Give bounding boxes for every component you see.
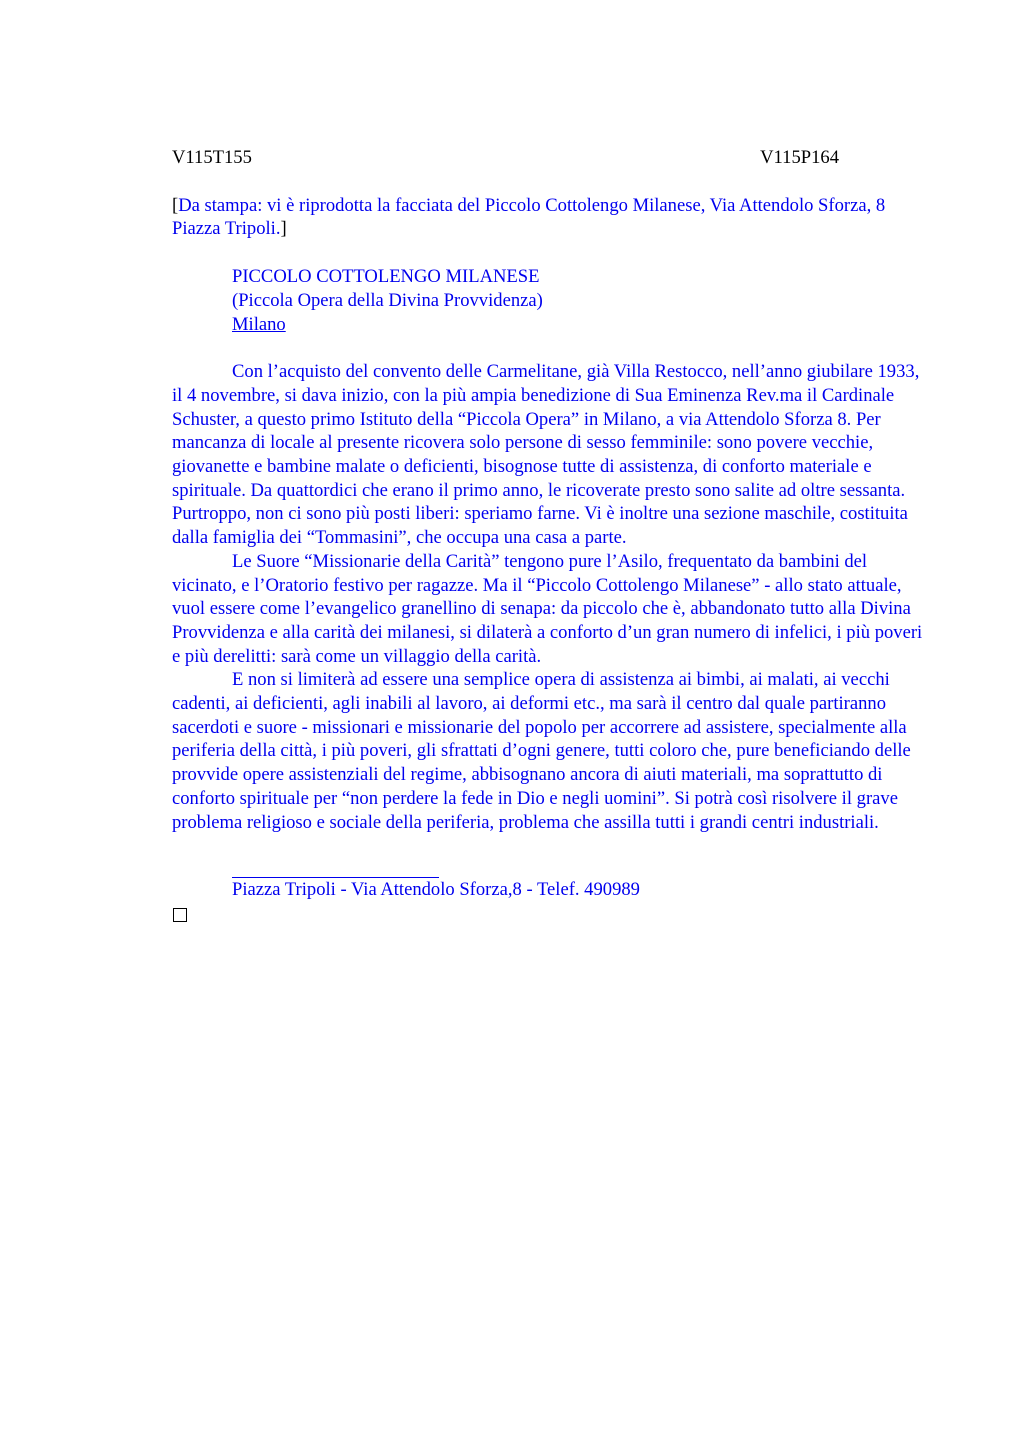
document-code-left: V115T155 [172,147,252,168]
body-paragraph: Con l’acquisto del convento delle Carmelitane, già Villa Restocco, nell’anno giubilare 1933, il 4 novembre, si dava inizio, con la più ampia benedizione di Sua Eminenza Rev.ma il Cardinale Schuster, a questo primo Istituto della “Piccola Opera” in Milano, a via Attendolo Sforza 8. Per mancanza di locale al presente ricovera solo persone di sesso femminile: sono povere vecchie, giovanette e bambine malate o deficienti, bisognose tutte di assistenza, di conforto materiale e spirituale. Da quattordici che erano il primo anno, le ricoverate presto sono salite ad oltre sessanta. Purtroppo, non ci sono più posti liberi: speriamo farne. Vi è inoltre una sezione maschile, costituita dalla famiglia dei “Tommasini”, che occupa una casa a parte. [172,361,920,549]
document-page [172,146,932,922]
letterhead [232,265,932,336]
letterhead-title: PICCOLO COTTOLENGO MILANESE [232,266,540,288]
print-source-note [172,194,892,241]
document-code-right: V115P164 [760,147,839,168]
document-header [172,146,839,170]
body-paragraph: Le Suore “Missionarie della Carità” tengono pure l’Asilo, frequentato da bambini del vicinato, e l’Oratorio festivo per ragazze. Ma il “Piccolo Cottolengo Milanese” - allo stato attuale, vuol essere come l’evangelico granellino di senapa: da piccolo che è, abbandonato tutto alla Divina Provvidenza e alla carità dei milanesi, si dilaterà a conforto d’un gran numero di infelici, i più poveri e più derelitti: sarà come un villaggio della carità. [172,550,923,667]
note-open-bracket: [ [172,194,179,216]
letterhead-subtitle: (Piccola Opera della Divina Provvidenza) [232,289,543,311]
checkbox-square-icon [173,908,187,922]
footnote-text: Piazza Tripoli - Via Attendolo Sforza,8 - Telef. 490989 [232,879,640,901]
document-body [172,360,928,834]
footnote-separator [232,866,439,878]
note-close-bracket: ] [280,218,287,240]
footnote [232,866,932,902]
body-paragraph: E non si limiterà ad essere una semplice opera di assistenza ai bimbi, ai malati, ai vecchi cadenti, ai deficienti, agli inabili al lavoro, ai deformi etc., ma sarà il centro dal quale partiranno sacerdoti e suore - missionari e missionarie del popolo per accorrere ad assistere, specialmente alla periferia della città, i più poveri, gli sfrattati d’ogni genere, tutti coloro che, pure beneficiando delle provvide opere assistenziali del regime, abbisognano ancora di aiuti materiali, ma soprattutto di conforto spirituale per “non perdere la fede in Dio e negli uomini”. Si potrà così risolvere il grave problema religioso e sociale della periferia, problema che assilla tutti i grandi centri industriali. [172,669,911,833]
letterhead-city: Milano [232,313,286,335]
note-text: Da stampa: vi è riprodotta la facciata del Piccolo Cottolengo Milanese, Via Attendolo Sforza, 8 Piazza Tripoli. [172,194,886,240]
